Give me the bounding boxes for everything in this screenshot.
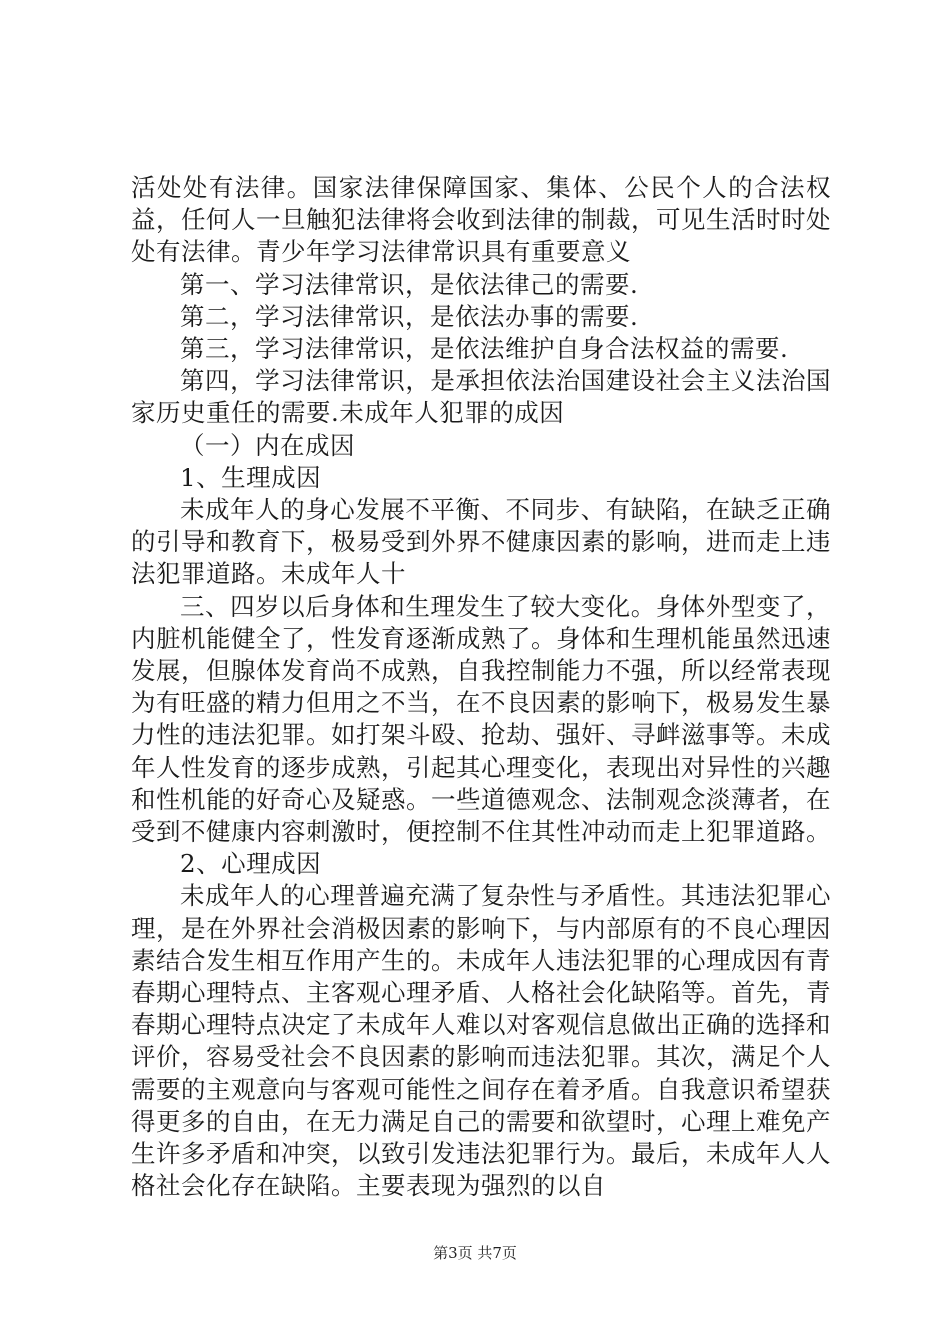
section-heading-internal-causes: （一）内在成因 <box>180 430 355 460</box>
document-body <box>131 172 831 1203</box>
page-number-footer: 第3页 共7页 <box>433 1244 517 1262</box>
subsection-heading-physiological: 1、生理成因 <box>180 462 322 492</box>
paragraph-3: 第二，学习法律常识，是依法办事的需要. <box>180 301 639 331</box>
paragraph-2: 第一、学习法律常识，是依法律己的需要. <box>180 269 639 299</box>
paragraph-1: 活处处有法律。国家法律保障国家、集体、公民个人的合法权益，任何人一旦触犯法律将会收到法律的制裁，可见生活时时处处有法律。青少年学习法律常识具有重要意义 <box>131 173 831 267</box>
paragraph-4: 第三，学习法律常识，是依法维护自身合法权益的需要. <box>180 334 789 364</box>
subsection-heading-psychological: 2、心理成因 <box>180 849 322 879</box>
paragraph-11: 未成年人的心理普遍充满了复杂性与矛盾性。其违法犯罪心理，是在外界社会消极因素的影响下，与内部原有的不良心理因素结合发生相互作用产生的。未成年人违法犯罪的心理成因有青春期心理特点、主客观心理矛盾、人格社会化缺陷等。首先，青春期心理特点决定了未成年人难以对客观信息做出正确的选择和评价，容易受社会不良因素的影响而违法犯罪。其次，满足个人需要的主观意向与客观可能性之间存在着矛盾。自我意识希望获得更多的自由，在无力满足自己的需要和欲望时，心理上难免产生许多矛盾和冲突，以致引发违法犯罪行为。最后，未成年人人格社会化存在缺陷。主要表现为强烈的以自 <box>131 881 831 1201</box>
paragraph-8: 未成年人的身心发展不平衡、不同步、有缺陷，在缺乏正确的引导和教育下，极易受到外界不健康因素的影响，进而走上违法犯罪道路。未成年人十 <box>131 495 831 589</box>
paragraph-9: 三、四岁以后身体和生理发生了较大变化。身体外型变了，内脏机能健全了，性发育逐渐成熟了。身体和生理机能虽然迅速发展，但腺体发育尚不成熟，自我控制能力不强，所以经常表现为有旺盛的精力但用之不当，在不良因素的影响下，极易发生暴力性的违法犯罪。如打架斗殴、抢劫、强奸、寻衅滋事等。未成年人性发育的逐步成熟，引起其心理变化，表现出对异性的兴趣和性机能的好奇心及疑惑。一些道德观念、法制观念淡薄者，在受到不健康内容刺激时，便控制不住其性冲动而走上犯罪道路。 <box>131 591 831 847</box>
paragraph-5: 第四，学习法律常识，是承担依法治国建设社会主义法治国家历史重任的需要.未成年人犯罪的成因 <box>131 366 831 428</box>
